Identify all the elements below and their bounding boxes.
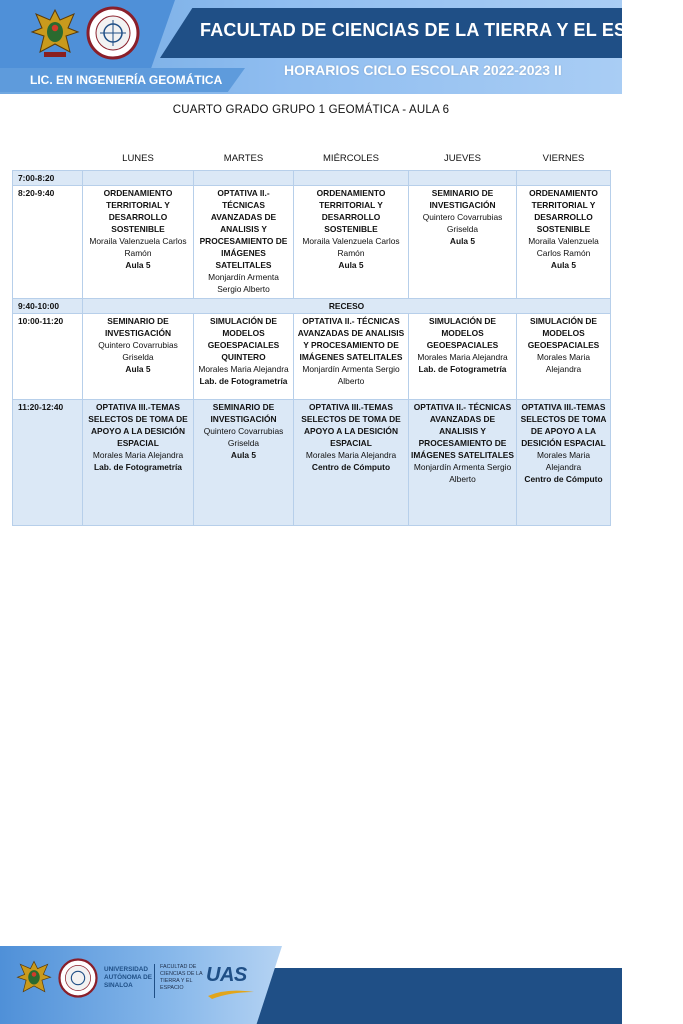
subject-name: SIMULACIÓN DE MODELOS GEOESPACIALES (527, 315, 600, 350)
class-cell (194, 313, 294, 399)
table-row (13, 298, 611, 313)
room-name: Centro de Cómputo (524, 473, 603, 484)
subject-name: OPTATIVA III.-TEMAS SELECTOS DE TOMA DE APOYO A LA DESICIÓN ESPACIAL (520, 401, 607, 448)
teacher-name: Quintero Covarrubias Griselda (422, 211, 503, 234)
teacher-name: Monjardín Armenta Sergio Alberto (302, 363, 400, 386)
schedule-cycle-label: HORARIOS CICLO ESCOLAR 2022-2023 II (284, 62, 562, 78)
faculty-eagle-logo-icon (30, 6, 80, 60)
room-name: Lab. de Fotogrametría (418, 363, 507, 374)
subject-name: SIMULACIÓN DE MODELOS GEOESPACIALES QUINTERO (207, 315, 280, 362)
class-cell (409, 399, 517, 525)
subject-name: ORDENAMIENTO TERRITORIAL Y DESARROLLO SOSTENIBLE (103, 187, 173, 234)
day-header: JUEVES (444, 152, 481, 164)
class-cell (194, 185, 294, 298)
class-cell (517, 185, 611, 298)
program-label: LIC. EN INGENIERÍA GEOMÁTICA (30, 73, 223, 87)
uas-swoosh-icon (206, 986, 256, 1000)
room-name: Aula 5 (338, 259, 364, 270)
class-cell (83, 185, 194, 298)
day-header: VIERNES (542, 152, 585, 164)
day-header: LUNES (122, 152, 154, 164)
room-name: Aula 5 (125, 363, 151, 374)
empty-cell (194, 170, 294, 185)
teacher-name: Monjardín Armenta Sergio Alberto (413, 461, 512, 484)
room-name: Lab. de Fotogrametría (94, 461, 182, 472)
teacher-name: Morales Maria Alejandra (417, 351, 508, 362)
class-cell (409, 313, 517, 399)
subject-name: SIMULACIÓN DE MODELOS GEOESPACIALES (426, 315, 499, 350)
room-name: Centro de Cómputo (311, 461, 391, 472)
group-title: CUARTO GRADO GRUPO 1 GEOMÁTICA - AULA 6 (172, 104, 450, 116)
subject-name: ORDENAMIENTO TERRITORIAL Y DESARROLLO SOSTENIBLE (316, 187, 386, 234)
day-header: MIÉRCOLES (323, 152, 379, 164)
class-cell (294, 313, 409, 399)
class-cell (517, 399, 611, 525)
room-name: Aula 5 (125, 259, 151, 270)
class-cell (83, 313, 194, 399)
subject-name: OPTATIVA II.- TÉCNICAS AVANZADAS DE ANALISIS Y PROCESAMIENTO DE IMÁGENES SATELITALES (297, 315, 405, 362)
subject-name: OPTATIVA III.-TEMAS SELECTOS DE TOMA DE APOYO A LA DESICIÓN ESPACIAL (88, 401, 188, 448)
time-cell: 10:00-11:20 (13, 313, 83, 399)
footer-divider (154, 964, 155, 998)
time-column-header (13, 148, 83, 170)
teacher-name: Morales Maria Alejandra (198, 363, 289, 374)
teacher-name: Moraila Valenzuela Carlos Ramón (89, 235, 187, 258)
empty-cell (517, 170, 611, 185)
table-row (13, 399, 611, 525)
room-name: Aula 5 (550, 259, 577, 270)
class-cell (194, 399, 294, 525)
subject-name: OPTATIVA II.- TÉCNICAS AVANZADAS DE ANALISIS Y PROCESAMIENTO DE IMÁGENES SATELITALES (411, 401, 514, 460)
teacher-name: Morales Maria Alejandra (92, 449, 184, 460)
day-header-row (13, 148, 611, 170)
empty-cell (83, 170, 194, 185)
table-row (13, 170, 611, 185)
footer-seal-icon (58, 958, 98, 998)
room-name: Lab. de Fotogrametría (199, 375, 288, 386)
schedule-table (12, 148, 611, 526)
subject-name: ORDENAMIENTO TERRITORIAL Y DESARROLLO SOSTENIBLE (529, 187, 598, 234)
footer-faculty-name: FACULTAD DE CIENCIAS DE LA TIERRA Y EL ESPACIO (160, 964, 203, 991)
table-row (13, 313, 611, 399)
page-title: FACULTAD DE CIENCIAS DE LA TIERRA Y EL ESPACIO (200, 20, 683, 40)
class-cell (294, 185, 409, 298)
time-cell: 9:40-10:00 (13, 298, 83, 313)
subject-name: OPTATIVA III.-TEMAS SELECTOS DE TOMA DE APOYO A LA DESICIÓN ESPACIAL (301, 401, 401, 448)
room-name: Aula 5 (449, 235, 476, 246)
teacher-name: Moraila Valenzuela Carlos Ramón (528, 235, 599, 258)
time-cell: 11:20-12:40 (13, 399, 83, 525)
class-cell (517, 313, 611, 399)
room-name: Aula 5 (230, 449, 257, 460)
empty-cell (294, 170, 409, 185)
break-cell: RECESO (83, 298, 611, 313)
teacher-name: Morales Maria Alejandra (536, 449, 591, 472)
subject-name: SEMINARIO DE INVESTIGACIÓN (104, 315, 172, 338)
teacher-name: Morales Maria Alejandra (536, 351, 591, 374)
empty-cell (409, 170, 517, 185)
footer-university-name: UNIVERSIDAD AUTÓNOMA DE SINALOA (104, 966, 153, 989)
subject-name: SEMINARIO DE INVESTIGACIÓN (210, 401, 277, 424)
class-cell (294, 399, 409, 525)
subject-name: SEMINARIO DE INVESTIGACIÓN (429, 187, 496, 210)
teacher-name: Monjardín Armenta Sergio Alberto (208, 271, 279, 294)
class-cell (409, 185, 517, 298)
table-row (13, 185, 611, 298)
teacher-name: Moraila Valenzuela Carlos Ramón (302, 235, 400, 258)
time-cell: 7:00-8:20 (13, 170, 83, 185)
uas-logo-text: UAS (206, 964, 247, 986)
teacher-name: Quintero Covarrubias Griselda (98, 339, 178, 362)
teacher-name: Morales Maria Alejandra (305, 449, 397, 460)
day-header: MARTES (223, 152, 264, 164)
class-cell (83, 399, 194, 525)
footer-eagle-logo-icon (16, 958, 52, 998)
time-cell: 8:20-9:40 (13, 185, 83, 298)
university-seal-icon (86, 6, 140, 60)
subject-name: OPTATIVA II.- TÉCNICAS AVANZADAS DE ANALISIS Y PROCESAMIENTO DE IMÁGENES SATELITALES (199, 187, 288, 270)
teacher-name: Quintero Covarrubias Griselda (203, 425, 284, 448)
